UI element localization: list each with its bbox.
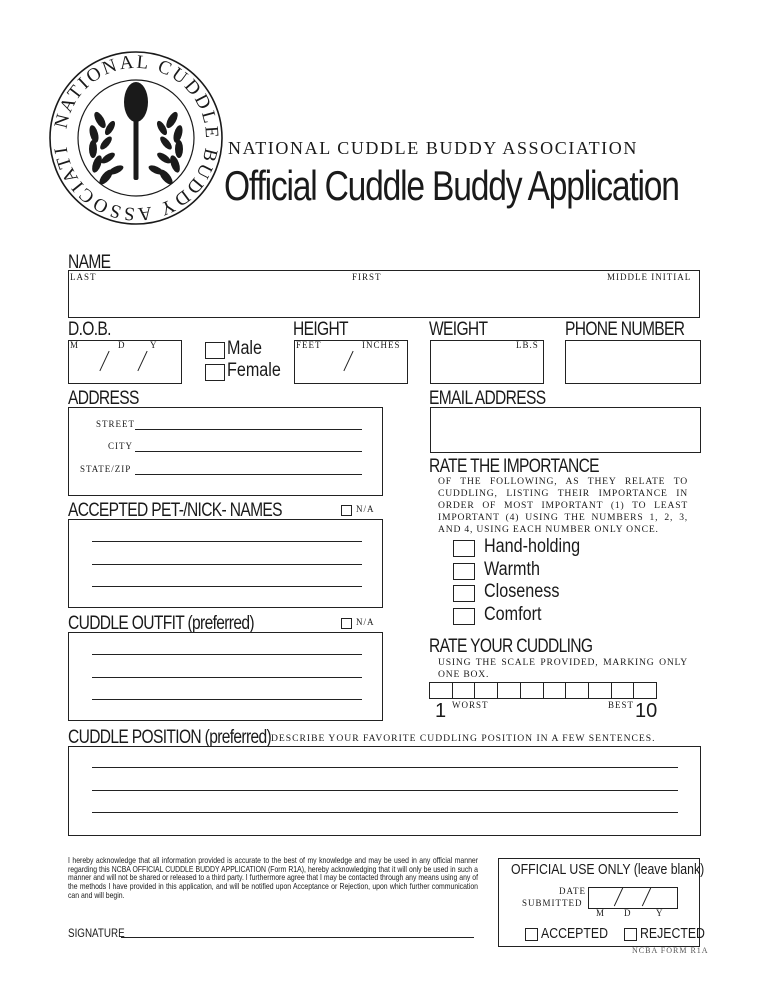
rating-max: 10	[635, 700, 658, 722]
pet-names-line-1[interactable]	[92, 541, 362, 542]
signature-input[interactable]	[121, 937, 474, 938]
pet-names-label: ACCEPTED PET-/NICK- NAMES	[68, 500, 282, 521]
dob-m-label: M	[70, 340, 80, 350]
accepted-checkbox[interactable]	[525, 928, 538, 941]
form-id: NCBA FORM R1A	[632, 946, 709, 955]
date-submitted-field[interactable]	[588, 887, 678, 909]
street-input[interactable]	[135, 429, 362, 430]
accepted-label: ACCEPTED	[541, 925, 608, 942]
name-middle-label: MIDDLE INITIAL	[607, 272, 692, 282]
rating-box-7[interactable]	[565, 682, 589, 699]
rating-box-1[interactable]	[429, 682, 453, 699]
svg-text:NATIONAL CUDDLE BUDDY ASSOCIAT: NATIONAL CUDDLE BUDDY ASSOCIATI	[50, 51, 223, 225]
address-label: ADDRESS	[68, 388, 139, 409]
ncba-seal-logo	[48, 50, 224, 226]
city-label: CITY	[108, 441, 133, 451]
weight-label: WEIGHT	[429, 319, 488, 340]
rating-best-label: BEST	[608, 700, 635, 710]
weight-unit-label: LB.S	[516, 340, 539, 350]
date-m-label: M	[596, 908, 606, 918]
state-zip-input[interactable]	[135, 474, 362, 475]
dob-y-label: Y	[150, 340, 158, 350]
male-checkbox[interactable]	[205, 342, 225, 359]
pet-names-line-3[interactable]	[92, 586, 362, 587]
rejected-checkbox[interactable]	[624, 928, 637, 941]
rating-box-8[interactable]	[588, 682, 612, 699]
phone-label: PHONE NUMBER	[565, 319, 685, 340]
position-line-1[interactable]	[92, 767, 678, 768]
outfit-line-1[interactable]	[92, 654, 362, 655]
date-label: DATE	[559, 886, 586, 896]
rating-box-2[interactable]	[452, 682, 476, 699]
email-field[interactable]	[430, 407, 701, 453]
closeness-rank-box[interactable]	[453, 585, 475, 602]
phone-field[interactable]	[565, 340, 701, 384]
rating-box-4[interactable]	[497, 682, 521, 699]
rate-importance-label: RATE THE IMPORTANCE	[429, 456, 599, 477]
rate-importance-instructions: OF THE FOLLOWING, AS THEY RELATE TO CUDDLING, LISTING THEIR IMPORTANCE IN ORDER OF MOST IMPORTANT (1) TO LEAST IMPORTANT (4) USING THE NUMBERS 1, 2, 3, AND 4, USING EACH NUMBER ONLY ONCE.	[438, 476, 688, 535]
rate-cuddling-instructions: USING THE SCALE PROVIDED, MARKING ONLY ONE BOX.	[438, 657, 688, 680]
org-name: NATIONAL CUDDLE BUDDY ASSOCIATION	[228, 138, 638, 158]
outfit-label: CUDDLE OUTFIT (preferred)	[68, 613, 254, 634]
female-label: Female	[227, 360, 281, 381]
position-hint: DESCRIBE YOUR FAVORITE CUDDLING POSITION IN A FEW SENTENCES.	[271, 733, 656, 744]
pet-names-na-checkbox[interactable]	[341, 505, 352, 516]
signature-label: SIGNATURE	[68, 926, 125, 940]
height-label: HEIGHT	[293, 319, 348, 340]
position-box	[68, 746, 701, 836]
rating-box-5[interactable]	[520, 682, 544, 699]
state-zip-label: STATE/ZIP	[80, 464, 132, 474]
outfit-na-checkbox[interactable]	[341, 618, 352, 629]
date-y-label: Y	[656, 908, 664, 918]
male-label: Male	[227, 338, 263, 359]
warmth-label: Warmth	[484, 559, 540, 580]
position-label: CUDDLE POSITION (preferred)	[68, 727, 272, 748]
outfit-line-3[interactable]	[92, 699, 362, 700]
name-field[interactable]	[68, 270, 700, 318]
form-title: Official Cuddle Buddy Application	[224, 162, 679, 209]
outfit-na-label: N/A	[356, 617, 375, 627]
comfort-label: Comfort	[484, 604, 542, 625]
legal-acknowledgement: I hereby acknowledge that all information provided is accurate to the best of my knowledge and may be used in any official manner regarding this NCBA OFFICIAL CUDDLE BUDDY APPLICATION (Form R1A), hereby acknowledging that it will only be used in such a manner and will not be shared or released to a third party. I furthermore agree that I may be contacted through any means using any of the methods I have provided in this application, and will be notified upon Acceptance or Rejection, upon which further communication can and will begin.	[68, 855, 478, 900]
closeness-label: Closeness	[484, 581, 560, 602]
hand-holding-rank-box[interactable]	[453, 540, 475, 557]
name-last-label: LAST	[70, 272, 97, 282]
rating-box-6[interactable]	[543, 682, 567, 699]
height-inches-label: INCHES	[362, 340, 401, 350]
rating-min: 1	[435, 700, 447, 722]
rating-box-9[interactable]	[611, 682, 635, 699]
official-use-title: OFFICIAL USE ONLY (leave blank)	[511, 861, 705, 878]
dob-label: D.O.B.	[68, 319, 111, 340]
dob-d-label: D	[118, 340, 126, 350]
rejected-label: REJECTED	[640, 925, 705, 942]
name-first-label: FIRST	[352, 272, 382, 282]
date-d-label: D	[624, 908, 632, 918]
street-label: STREET	[96, 419, 135, 429]
city-input[interactable]	[135, 451, 362, 452]
pet-names-na-label: N/A	[356, 504, 375, 514]
rate-cuddling-label: RATE YOUR CUDDLING	[429, 636, 593, 657]
rating-box-3[interactable]	[474, 682, 498, 699]
position-line-2[interactable]	[92, 790, 678, 791]
rating-scale	[430, 682, 657, 699]
hand-holding-label: Hand-holding	[484, 536, 581, 557]
rating-box-10[interactable]	[633, 682, 657, 699]
comfort-rank-box[interactable]	[453, 608, 475, 625]
name-label: NAME	[68, 252, 111, 273]
height-feet-label: FEET	[296, 340, 322, 350]
pet-names-line-2[interactable]	[92, 564, 362, 565]
position-line-3[interactable]	[92, 812, 678, 813]
outfit-line-2[interactable]	[92, 677, 362, 678]
submitted-label: SUBMITTED	[522, 898, 583, 908]
warmth-rank-box[interactable]	[453, 563, 475, 580]
email-label: EMAIL ADDRESS	[429, 388, 546, 409]
rating-worst-label: WORST	[452, 700, 489, 710]
female-checkbox[interactable]	[205, 364, 225, 381]
